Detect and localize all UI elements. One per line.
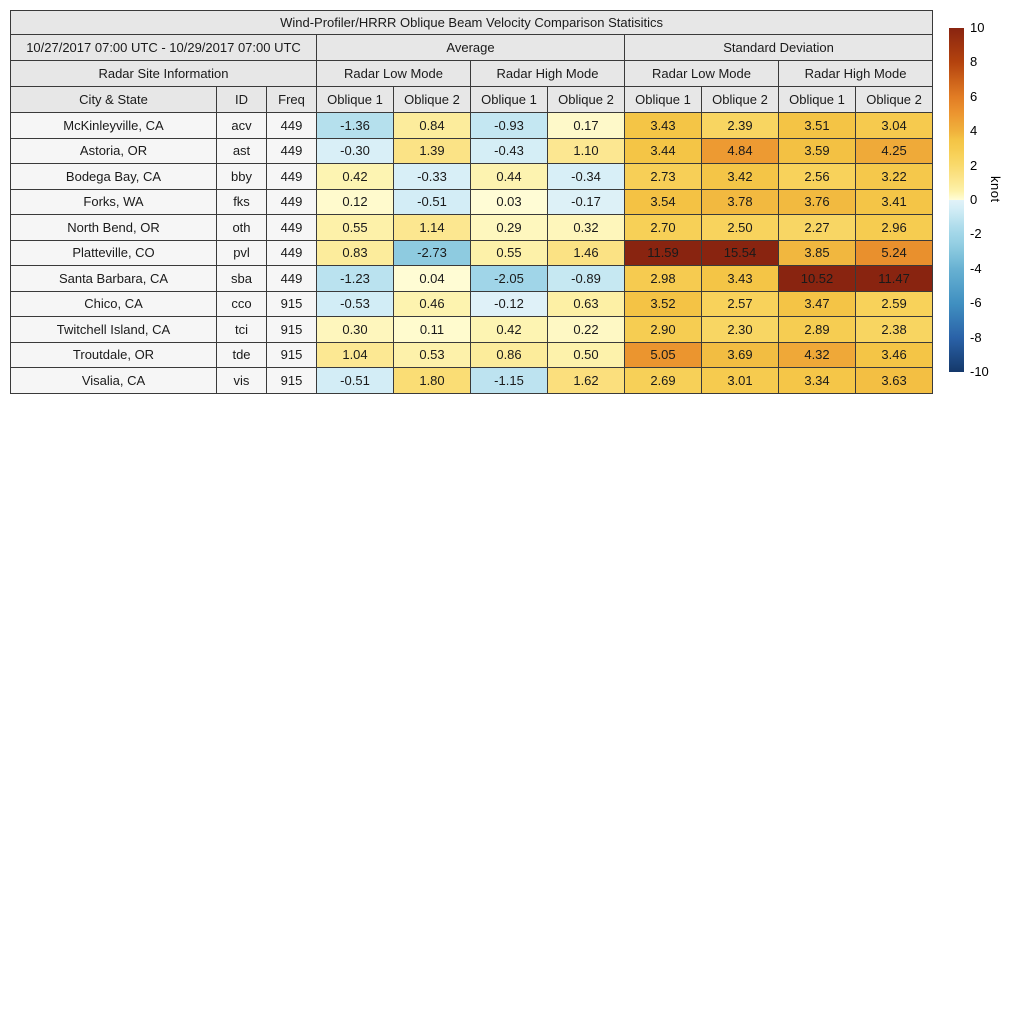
city-cell: Chico, CA	[11, 291, 217, 317]
avg-low-mode-header: Radar Low Mode	[317, 61, 471, 87]
average-value-cell: 0.42	[317, 164, 394, 190]
site-id-cell: pvl	[217, 240, 267, 266]
city-cell: North Bend, OR	[11, 215, 217, 241]
stddev-value-cell: 2.59	[856, 291, 933, 317]
stddev-value-cell: 3.01	[702, 368, 779, 394]
average-value-cell: 0.30	[317, 317, 394, 343]
stddev-value-cell: 2.98	[625, 266, 702, 292]
city-cell: Astoria, OR	[11, 138, 217, 164]
stats-table	[10, 10, 933, 394]
city-cell: Forks, WA	[11, 189, 217, 215]
average-value-cell: 0.03	[471, 189, 548, 215]
site-id-cell: bby	[217, 164, 267, 190]
stddev-value-cell: 3.54	[625, 189, 702, 215]
site-id-cell: ast	[217, 138, 267, 164]
std-low-mode-header: Radar Low Mode	[625, 61, 779, 87]
table-body	[11, 113, 933, 394]
avg-high-mode-header: Radar High Mode	[471, 61, 625, 87]
stddev-value-cell: 4.32	[779, 342, 856, 368]
stddev-value-cell: 3.41	[856, 189, 933, 215]
freq-cell: 449	[267, 113, 317, 139]
city-cell: Santa Barbara, CA	[11, 266, 217, 292]
colorbar-tick-label: -2	[970, 226, 982, 242]
id-col-header: ID	[217, 87, 267, 113]
average-group-header: Average	[317, 35, 625, 61]
stddev-value-cell: 3.69	[702, 342, 779, 368]
oblique-col-header: Oblique 1	[317, 87, 394, 113]
oblique-col-header: Oblique 1	[471, 87, 548, 113]
stddev-value-cell: 2.70	[625, 215, 702, 241]
site-id-cell: oth	[217, 215, 267, 241]
stddev-value-cell: 5.05	[625, 342, 702, 368]
stddev-value-cell: 3.42	[702, 164, 779, 190]
average-value-cell: -0.33	[394, 164, 471, 190]
stddev-value-cell: 2.89	[779, 317, 856, 343]
average-value-cell: -2.73	[394, 240, 471, 266]
table-row	[11, 368, 933, 394]
freq-cell: 449	[267, 138, 317, 164]
freq-cell: 915	[267, 342, 317, 368]
freq-cell: 449	[267, 215, 317, 241]
stddev-value-cell: 3.43	[702, 266, 779, 292]
city-cell: Platteville, CO	[11, 240, 217, 266]
city-cell: McKinleyville, CA	[11, 113, 217, 139]
average-value-cell: 0.84	[394, 113, 471, 139]
average-value-cell: -0.51	[394, 189, 471, 215]
stddev-value-cell: 3.78	[702, 189, 779, 215]
freq-cell: 449	[267, 240, 317, 266]
stddev-value-cell: 3.63	[856, 368, 933, 394]
average-value-cell: -0.89	[548, 266, 625, 292]
average-value-cell: -0.43	[471, 138, 548, 164]
average-value-cell: 0.46	[394, 291, 471, 317]
average-value-cell: 1.04	[317, 342, 394, 368]
table-row	[11, 317, 933, 343]
stddev-value-cell: 3.52	[625, 291, 702, 317]
average-value-cell: 1.10	[548, 138, 625, 164]
average-value-cell: 0.53	[394, 342, 471, 368]
average-value-cell: -0.51	[317, 368, 394, 394]
average-value-cell: 1.46	[548, 240, 625, 266]
stddev-value-cell: 2.30	[702, 317, 779, 343]
stddev-value-cell: 10.52	[779, 266, 856, 292]
table-row	[11, 138, 933, 164]
stats-table-wrap	[10, 10, 933, 394]
average-value-cell: 0.86	[471, 342, 548, 368]
average-value-cell: -1.23	[317, 266, 394, 292]
stddev-value-cell: 2.50	[702, 215, 779, 241]
freq-cell: 915	[267, 317, 317, 343]
average-value-cell: 1.80	[394, 368, 471, 394]
table-row	[11, 189, 933, 215]
oblique-col-header: Oblique 1	[625, 87, 702, 113]
stddev-value-cell: 2.27	[779, 215, 856, 241]
stddev-value-cell: 3.34	[779, 368, 856, 394]
stddev-value-cell: 11.59	[625, 240, 702, 266]
average-value-cell: 0.44	[471, 164, 548, 190]
stddev-value-cell: 3.44	[625, 138, 702, 164]
site-id-cell: cco	[217, 291, 267, 317]
stddev-value-cell: 3.85	[779, 240, 856, 266]
oblique-col-header: Oblique 2	[394, 87, 471, 113]
stddev-value-cell: 15.54	[702, 240, 779, 266]
colorbar-tick-label: 10	[970, 20, 985, 35]
colorbar-tick-label: -4	[970, 260, 982, 276]
average-value-cell: -0.12	[471, 291, 548, 317]
average-value-cell: 0.55	[471, 240, 548, 266]
stddev-value-cell: 2.57	[702, 291, 779, 317]
average-value-cell: 0.83	[317, 240, 394, 266]
stddev-value-cell: 2.39	[702, 113, 779, 139]
date-range-header: 10/27/2017 07:00 UTC - 10/29/2017 07:00 UTC	[11, 35, 317, 61]
stddev-value-cell: 5.24	[856, 240, 933, 266]
site-id-cell: tci	[217, 317, 267, 343]
std-high-mode-header: Radar High Mode	[779, 61, 933, 87]
radar-site-info-header: Radar Site Information	[11, 61, 317, 87]
average-value-cell: 0.11	[394, 317, 471, 343]
colorbar	[949, 28, 964, 372]
stddev-value-cell: 3.51	[779, 113, 856, 139]
city-state-col-header: City & State	[11, 87, 217, 113]
table-row	[11, 342, 933, 368]
average-value-cell: -0.53	[317, 291, 394, 317]
average-value-cell: 0.17	[548, 113, 625, 139]
average-value-cell: 0.32	[548, 215, 625, 241]
colorbar-tick-label: 8	[970, 54, 978, 70]
average-value-cell: 0.29	[471, 215, 548, 241]
stddev-value-cell: 3.22	[856, 164, 933, 190]
average-value-cell: -0.17	[548, 189, 625, 215]
freq-cell: 449	[267, 266, 317, 292]
stddev-value-cell: 2.56	[779, 164, 856, 190]
table-row	[11, 215, 933, 241]
freq-cell: 449	[267, 189, 317, 215]
table-row	[11, 164, 933, 190]
stddev-value-cell: 3.59	[779, 138, 856, 164]
average-value-cell: 0.04	[394, 266, 471, 292]
freq-col-header: Freq	[267, 87, 317, 113]
oblique-col-header: Oblique 2	[702, 87, 779, 113]
stddev-value-cell: 2.38	[856, 317, 933, 343]
stddev-value-cell: 11.47	[856, 266, 933, 292]
colorbar-tick-label: 4	[970, 123, 978, 139]
stddev-value-cell: 2.73	[625, 164, 702, 190]
colorbar-tick-label: 6	[970, 88, 978, 104]
stddev-value-cell: 4.84	[702, 138, 779, 164]
average-value-cell: 1.14	[394, 215, 471, 241]
freq-cell: 915	[267, 368, 317, 394]
average-value-cell: -1.36	[317, 113, 394, 139]
average-value-cell: 0.50	[548, 342, 625, 368]
stddev-value-cell: 3.43	[625, 113, 702, 139]
colorbar-tick-label: -8	[970, 329, 982, 345]
colorbar-unit-label: knot	[988, 176, 1003, 203]
oblique-col-header: Oblique 2	[856, 87, 933, 113]
table-row	[11, 266, 933, 292]
oblique-col-header: Oblique 1	[779, 87, 856, 113]
stddev-value-cell: 2.69	[625, 368, 702, 394]
stddev-value-cell: 2.96	[856, 215, 933, 241]
average-value-cell: -0.93	[471, 113, 548, 139]
city-cell: Twitchell Island, CA	[11, 317, 217, 343]
average-value-cell: 0.63	[548, 291, 625, 317]
average-value-cell: 0.22	[548, 317, 625, 343]
colorbar-tick-label: 0	[970, 192, 978, 207]
average-value-cell: 1.39	[394, 138, 471, 164]
table-row	[11, 291, 933, 317]
freq-cell: 915	[267, 291, 317, 317]
site-id-cell: sba	[217, 266, 267, 292]
average-value-cell: -0.34	[548, 164, 625, 190]
colorbar-tick-label: -10	[970, 364, 989, 379]
std-group-header: Standard Deviation	[625, 35, 933, 61]
average-value-cell: 0.55	[317, 215, 394, 241]
stddev-value-cell: 2.90	[625, 317, 702, 343]
average-value-cell: -0.30	[317, 138, 394, 164]
city-cell: Bodega Bay, CA	[11, 164, 217, 190]
stddev-value-cell: 3.47	[779, 291, 856, 317]
table-row	[11, 113, 933, 139]
freq-cell: 449	[267, 164, 317, 190]
colorbar-tick-label: 2	[970, 157, 978, 173]
average-value-cell: 0.12	[317, 189, 394, 215]
city-cell: Visalia, CA	[11, 368, 217, 394]
site-id-cell: acv	[217, 113, 267, 139]
site-id-cell: tde	[217, 342, 267, 368]
average-value-cell: 0.42	[471, 317, 548, 343]
stddev-value-cell: 3.04	[856, 113, 933, 139]
average-value-cell: -1.15	[471, 368, 548, 394]
site-id-cell: vis	[217, 368, 267, 394]
site-id-cell: fks	[217, 189, 267, 215]
stddev-value-cell: 4.25	[856, 138, 933, 164]
average-value-cell: 1.62	[548, 368, 625, 394]
table-title: Wind-Profiler/HRRR Oblique Beam Velocity Comparison Statisitics	[11, 11, 933, 35]
stddev-value-cell: 3.46	[856, 342, 933, 368]
table-row	[11, 240, 933, 266]
average-value-cell: -2.05	[471, 266, 548, 292]
stddev-value-cell: 3.76	[779, 189, 856, 215]
colorbar-tick-label: -6	[970, 295, 982, 311]
oblique-col-header: Oblique 2	[548, 87, 625, 113]
city-cell: Troutdale, OR	[11, 342, 217, 368]
